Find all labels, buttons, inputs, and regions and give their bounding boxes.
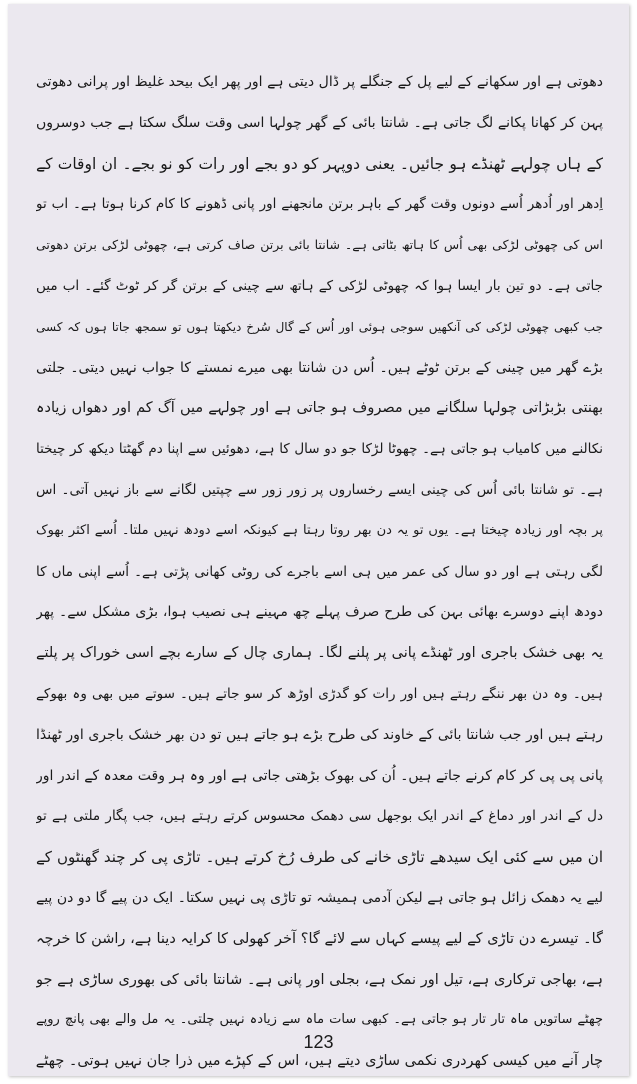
book-page	[8, 4, 629, 1076]
text-line: کے ہاں چولہے ٹھنڈے ہو جائیں۔ یعنی دوپہر کو دو بجے اور رات کو نو بجے۔ ان اوقات کے	[36, 154, 603, 173]
text-line: ہے۔ تو شانتا بائی اُس کی چینی ایسے رخساروں پر زور زور سے چپتیں لگانے سے باز نہیں آتی۔ اس	[36, 481, 603, 498]
text-line: بڑے گھر میں چینی کے برتن ٹوٹے ہیں۔ اُس دن شانتا بھی میرے نمستے کا جواب نہیں دیتی۔ جلتی	[36, 359, 603, 376]
text-line: چھٹے ساتویں ماہ تار تار ہو جاتی ہے۔ کبھی سات ماہ سے زیادہ نہیں چلتی۔ یہ مل والے بھی پانچ روپے	[36, 1012, 603, 1028]
text-line: رہتے ہیں اور جب شانتا بائی کے خاوند کی طرح بڑے ہو جاتے ہیں تو دن بھر خشک باجری اور ٹھنڈا	[36, 726, 603, 743]
text-line: لیے یہ دھمک زائل ہو جاتی ہے لیکن آدمی ہمیشہ تو تاڑی پی نہیں سکتا۔ ایک دن پیے گا دو دن پیے	[36, 889, 603, 906]
text-line: پانی پی پی کر کام کرنے جاتے ہیں۔ اُن کی بھوک بڑھتی جاتی ہے اور وہ ہر وقت معدہ کے اندر اور	[36, 767, 603, 784]
text-line: پہن کر کھانا پکانے لگ جاتی ہے۔ شانتا بائی کے گھر چولہا اسی وقت سلگ سکتا ہے جب دوسروں	[36, 114, 603, 131]
text-line: اِدھر اور اُدھر اُسے دونوں وقت گھر کے باہر برتن مانجھنے اور پانی ڈھونے کا کام کرنا ہوتا ہے۔ اب تو	[36, 196, 603, 213]
text-line: چار آنے میں کیسی کھردری نکمی ساڑی دیتے ہیں، اس کے کپڑے میں ذرا جان نہیں ہوتی۔ چھٹے	[36, 1053, 603, 1070]
text-line: ان میں سے کئی ایک سیدھے تاڑی خانے کی طرف رُخ کرتے ہیں۔ تاڑی پی کر چند گھنٹوں کے	[36, 848, 603, 867]
text-line: جب کبھی چھوٹی لڑکی کی آنکھیں سوجی ہوئی اور اُس کے گال سُرخ دیکھتا ہوں تو سمجھ جاتا ہوں کہ کسی	[36, 319, 603, 334]
text-line: ہیں۔ وہ دن بھر ننگے رہتے ہیں اور رات کو گدڑی اوڑھ کر سو جاتے ہیں۔ سوتے میں بھی وہ بھوکے	[36, 685, 603, 702]
text-line: پر بچہ اور زیادہ چیختا ہے۔ یوں تو یہ دن بھر روتا رہتا ہے کیونکہ اسے دودھ نہیں ملتا۔ اُسے اکثر بھوک	[36, 522, 603, 538]
text-line: بھنتی بڑبڑاتی چولہا سلگانے میں مصروف ہو جاتی ہے اور چولہے میں آگ کم اور دھواں زیادہ	[36, 400, 603, 417]
text-line: جاتی ہے۔ دو تین بار ایسا ہوا کہ چھوٹی لڑکی کے ہاتھ سے چینی کے برتن گر کر ٹوٹ گئے۔ اب میں	[36, 277, 603, 294]
text-line: نکالنے میں کامیاب ہو جاتی ہے۔ چھوٹا لڑکا جو دو سال کا ہے، دھوئیں سے اپنا دم گھٹتا دیکھ کر چیختا	[36, 441, 603, 458]
text-line: اس کی چھوٹی لڑکی بھی اُس کا ہاتھ بٹاتی ہے۔ شانتا بائی برتن صاف کرتی ہے، چھوٹی لڑکی برتن دھوتی	[36, 237, 603, 253]
text-line: دودھ اپنے دوسرے بھائی بہن کی طرح صرف پہلے چھ مہینے ہی نصیب ہوا، بڑی مشکل سے۔ پھر	[36, 604, 603, 621]
page-number: 123	[303, 1032, 334, 1052]
text-line: لگی رہتی ہے اور دو سال کی عمر میں ہی اسے باجرے کی روٹی کھانی پڑتی ہے۔ اُسے اپنی ماں کا	[36, 563, 603, 580]
text-line: دل کے اندر اور دماغ کے اندر ایک بوجھل سی دھمک محسوس کرتے رہتے ہیں، جب پگار ملتی ہے تو	[36, 808, 603, 825]
text-line: ہے، بھاجی ترکاری ہے، تیل اور نمک ہے، بجلی اور پانی ہے۔ شانتا بائی کی بھوری ساڑی ہے جو	[36, 971, 603, 988]
text-line: گا۔ تیسرے دن تاڑی کے لیے پیسے کہاں سے لائے گا؟ آخر کھولی کا کرایہ دینا ہے، راشن کا خرچہ	[36, 930, 603, 947]
body-text	[36, 62, 603, 1076]
text-line: دھوتی ہے اور سکھانے کے لیے پل کے جنگلے پر ڈال دیتی ہے اور پھر ایک بیحد غلیظ اور پرانی دھوتی	[36, 74, 603, 90]
text-line: یہ بھی خشک باجری اور ٹھنڈے پانی پر پلنے لگا۔ ہماری چال کے سارے بچے اسی خوراک پر پلتے	[36, 645, 603, 662]
